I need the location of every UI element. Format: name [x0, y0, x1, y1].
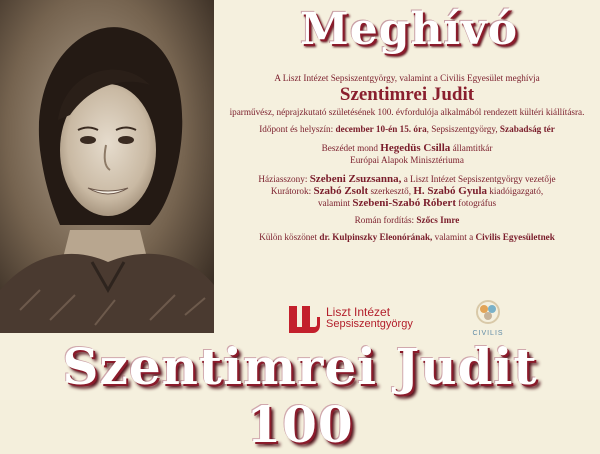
curators-label: Kurátorok: — [270, 186, 312, 196]
time-place-line — [216, 123, 598, 135]
translation-name: Szőcs Imre — [416, 215, 460, 225]
portrait-photo — [0, 0, 214, 333]
thanks-line — [216, 231, 598, 243]
honoree-name: Szentimrei Judit — [339, 84, 475, 105]
translation-line — [216, 214, 598, 226]
place-city: , Sepsiszentgyörgy, — [426, 124, 498, 134]
speech-name: Hegedüs Csilla — [380, 142, 451, 154]
civilis-label: CIVILIS — [472, 330, 504, 337]
translation-label: Román fordítás: — [354, 215, 415, 225]
curator3-name: Szebeni-Szabó Róbert — [352, 197, 456, 209]
liszt-line2: Sepsiszentgyörgy — [326, 318, 413, 330]
header-title: Meghívó — [300, 4, 519, 55]
place-square: Szabadság tér — [499, 124, 555, 134]
invitation-text — [216, 72, 598, 243]
civilis-logo — [468, 299, 508, 337]
speech-line — [216, 142, 598, 154]
liszt-logo — [286, 303, 413, 333]
curator3-pre: valamint — [317, 198, 351, 208]
time-label: Időpont és helyszín: — [259, 124, 334, 134]
speech-org: Európai Alapok Minisztériuma — [350, 155, 464, 165]
host-label: Háziasszony: — [258, 174, 308, 184]
intro-line: A Liszt Intézet Sepsiszentgyörgy, valamint a Civilis Egyesület meghívja — [274, 73, 540, 83]
curator2-name: H. Szabó Gyula — [413, 185, 487, 197]
curator2-role: kiadóigazgató, — [489, 186, 544, 196]
thanks-mid: valamint a — [434, 232, 474, 242]
thanks-name: dr. Kulpinszky Eleonórának, — [319, 232, 433, 242]
host-post: a Liszt Intézet Sepsiszentgyörgy vezetője — [403, 174, 556, 184]
footer-title: Szentimrei Judit 100 — [62, 337, 538, 454]
host-name: Szebeni Zsuzsanna, — [309, 173, 402, 185]
liszt-mark-icon — [286, 303, 320, 333]
logos-row — [216, 297, 598, 337]
curators-line — [216, 185, 598, 197]
curator1-name: Szabó Zsolt — [313, 185, 369, 197]
time-value: december 10-én 15. óra — [335, 124, 427, 134]
civilis-mark-icon — [475, 299, 501, 325]
speech-post: államtitkár — [452, 143, 493, 153]
curator3-line — [216, 197, 598, 209]
portrait-image — [0, 0, 214, 333]
thanks-pre: Külön köszönet — [259, 232, 318, 242]
curator1-role: szerkesztő, — [370, 186, 412, 196]
curator3-role: fotográfus — [458, 198, 497, 208]
description-line: iparművész, néprajzkutató születésének 100. évfordulója alkalmából rendezett kültéri kiállításra. — [229, 107, 585, 117]
speech-pre: Beszédet mond — [321, 143, 378, 153]
host-line — [216, 173, 598, 185]
thanks-org: Civilis Egyesületnek — [475, 232, 555, 242]
liszt-line1: Liszt Intézet — [326, 305, 391, 319]
